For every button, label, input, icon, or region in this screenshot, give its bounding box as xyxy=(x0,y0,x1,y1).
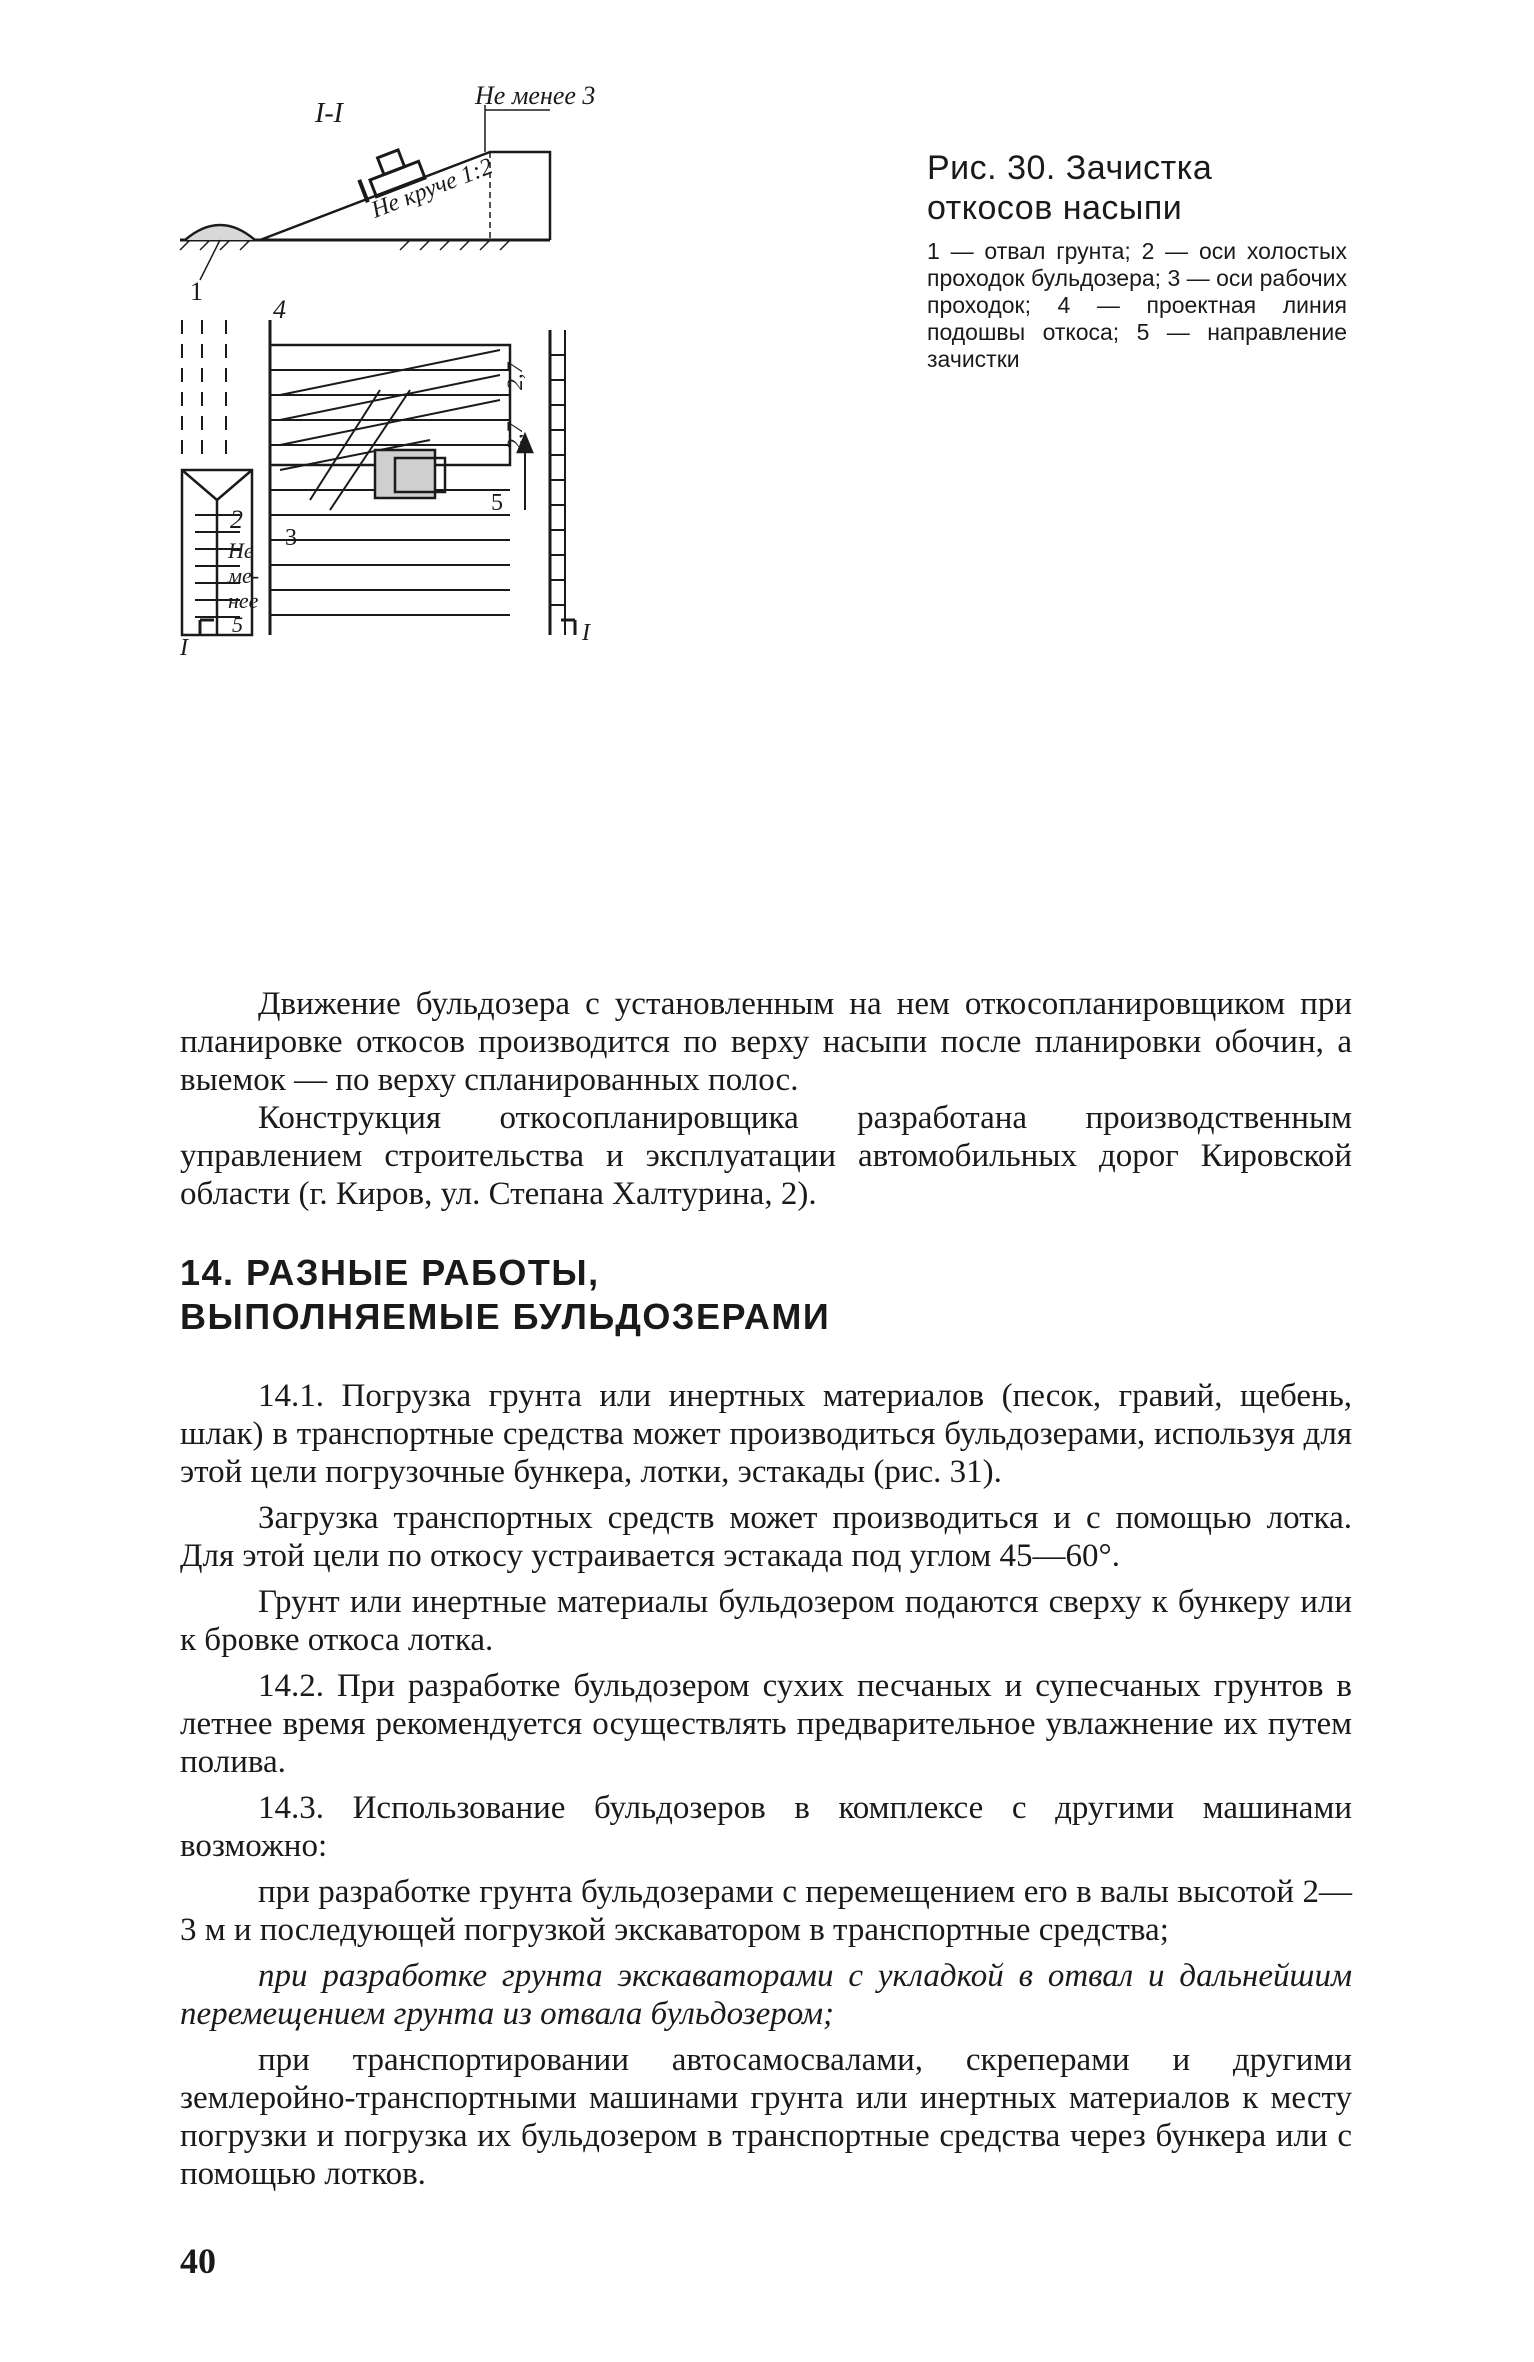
dim-2-7-b: 2,7 xyxy=(502,422,527,450)
cut-mark-left: I xyxy=(180,635,188,661)
min5-line3: нее xyxy=(228,588,259,613)
caption-legend: 1 — отвал грунта; 2 — оси холостых проходок бульдозера; 3 — оси рабочих проходок; 4 — проектная линия подошвы откоса; 5 — направление зачистки xyxy=(927,238,1347,372)
caption-title: Рис. 30. Зачистка откосов насыпи xyxy=(927,149,1213,227)
list-item-3: при транспортировании автосамосвалами, скреперами и другими землеройно-транспортными машинами грунта или инертных материалов к месту погрузки и погрузка их бульдозером в транспортные средства через бункера или с помощью лотков. xyxy=(180,2042,1352,2192)
paragraph-14-1: 14.1. Погрузка грунта или инертных материалов (песок, гравий, щебень, шлак) в транспортные средства может производиться бульдозерами, используя для этой цели погрузочные бункера, лотки, эстакады (рис. 31). xyxy=(180,1378,1352,1490)
label-2: 2 xyxy=(230,505,243,534)
paragraph-1: Движение бульдозера с установленным на нем откосопланировщиком при планировке откосов производится по верху насыпи после планировки обочин, а выемок — по верху спланированных полос. xyxy=(180,986,1352,1098)
heading-line-1: 14. РАЗНЫЕ РАБОТЫ, xyxy=(180,1252,600,1293)
cut-mark-right: I xyxy=(582,620,590,646)
section-mark: I-I xyxy=(315,98,343,129)
label-4: 4 xyxy=(273,295,286,324)
paragraph-loading: Загрузка транспортных средств может производиться и с помощью лотка. Для этой цели по откосу устраивается эстакада под углом 45—60°. xyxy=(180,1500,1352,1574)
slope-note: Не круче 1:2 xyxy=(367,153,497,224)
paragraph-14-3: 14.3. Использование бульдозеров в комплексе с другими машинами возможно: xyxy=(180,1790,1352,1864)
figure-caption xyxy=(927,148,1347,373)
min5-line2: ме- xyxy=(228,563,260,588)
section-heading xyxy=(180,1251,1352,1339)
dim-2-7-a: 2,7 xyxy=(502,362,527,390)
label-1: 1 xyxy=(190,277,203,306)
figure-30 xyxy=(180,81,880,980)
label-5: 5 xyxy=(491,490,503,516)
bulldozer-slope-diagram xyxy=(180,81,880,980)
dim-min-width: Не менее 3 xyxy=(475,81,596,110)
list-item-1: при разработке грунта бульдозерами с перемещением его в валы высотой 2—3 м и последующей погрузкой экскаватором в транспортные средства; xyxy=(180,1874,1352,1948)
label-3: 3 xyxy=(285,525,297,551)
heading-line-2: ВЫПОЛНЯЕМЫЕ БУЛЬДОЗЕРАМИ xyxy=(180,1296,831,1337)
list-item-2: при разработке грунта экскаваторами с укладкой в отвал и дальнейшим перемещением грунта из отвала бульдозером; xyxy=(180,1958,1352,2032)
body-text xyxy=(180,985,1352,2193)
paragraph-soil-feed: Грунт или инертные материалы бульдозером подаются сверху к бункеру или к бровке откоса лотка. xyxy=(180,1584,1352,1658)
min5-line4: 5 xyxy=(232,612,243,637)
paragraph-2: Конструкция откосопланировщика разработана производственным управлением строительства и эксплуатации автомобильных дорог Кировской области (г. Киров, ул. Степана Халтурина, 2). xyxy=(180,1100,1352,1212)
min5-line1: Не xyxy=(228,538,254,563)
page-number: 40 xyxy=(180,2241,216,2281)
paragraph-14-2: 14.2. При разработке бульдозером сухих песчаных и супесчаных грунтов в летнее время рекомендуется осуществлять предварительное увлажнение их путем полива. xyxy=(180,1668,1352,1780)
